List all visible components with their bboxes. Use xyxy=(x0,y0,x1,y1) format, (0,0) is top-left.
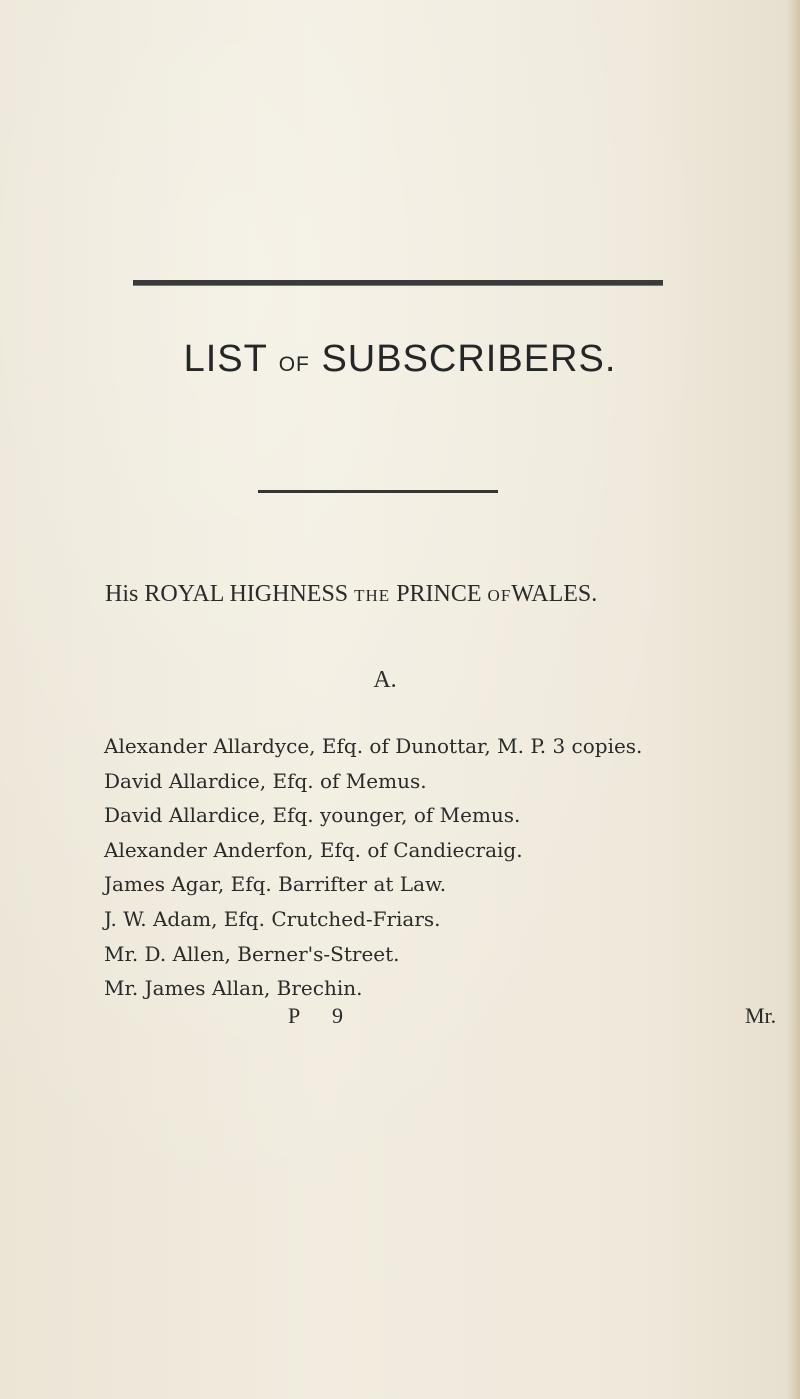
signature-catchword-line xyxy=(288,1003,788,1039)
list-item: Mr. James Allan, Brechin. xyxy=(104,976,363,1001)
page-edge-shadow xyxy=(786,0,800,1399)
title-word-subscribers: SUBSCRIBERS. xyxy=(321,338,617,380)
dedication-wales: WALES. xyxy=(511,581,598,607)
list-item: Alexander Anderfon, Efq. of Candiecraig. xyxy=(104,837,523,862)
page-title xyxy=(0,338,800,381)
dedication-his: His xyxy=(105,581,139,607)
dedication-the: THE xyxy=(354,586,391,605)
signature-mark: P xyxy=(288,1003,301,1028)
subscriber-list xyxy=(104,729,704,1006)
list-item: Mr. D. Allen, Berner's-Street. xyxy=(104,941,400,966)
catchword: Mr. xyxy=(745,1003,777,1028)
signature-number: 9 xyxy=(332,1003,343,1028)
title-word-list: LIST xyxy=(183,338,268,380)
middle-rule xyxy=(258,490,498,493)
top-double-rule xyxy=(133,280,663,286)
list-item: James Agar, Efq. Barrifter at Law. xyxy=(104,872,447,897)
dedication-royal-highness: ROYAL HIGHNESS xyxy=(144,581,349,607)
list-item: Alexander Allardyce, Efq. of Dunottar, M. P. 3 copies. xyxy=(104,734,643,758)
list-item: David Allardice, Efq. of Memus. xyxy=(104,768,427,793)
list-item: David Allardice, Efq. younger, of Memus. xyxy=(104,803,521,828)
dedication-line xyxy=(105,581,800,608)
dedication-of: OF xyxy=(487,586,512,605)
title-word-of: OF xyxy=(278,353,310,376)
section-letter: A. xyxy=(373,667,397,693)
dedication-prince: PRINCE xyxy=(396,581,482,607)
list-item: J. W. Adam, Efq. Crutched-Friars. xyxy=(104,906,441,931)
